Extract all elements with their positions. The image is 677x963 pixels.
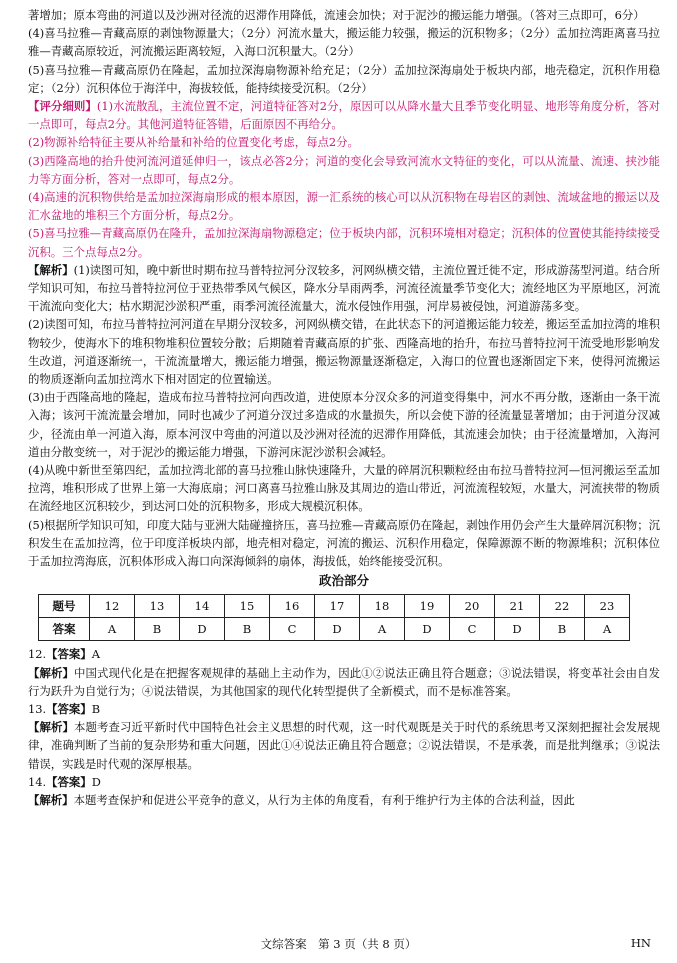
answer-cell: D (405, 618, 450, 641)
geo-answer-5: (5)喜马拉雅—青藏高原仍在隆起，孟加拉深海扇物源补给充足；（2分）孟加拉深海扇处于板块内部，地壳稳定，沉积作用稳定；（2分）沉积体位于海洋中，海拔较低，能持续接受沉积。（2分） (28, 62, 660, 95)
question-number: 13 (135, 595, 180, 618)
politics-answer-table (38, 594, 630, 641)
question-number: 19 (405, 595, 450, 618)
q12-block (28, 645, 660, 700)
answer-cell: B (540, 618, 585, 641)
analysis-label: 【解析】 (28, 792, 74, 807)
question-number: 21 (495, 595, 540, 618)
analysis-label: 【解析】 (28, 665, 74, 680)
analysis-label: 【解析】 (28, 262, 74, 277)
analysis-text: 本题考查习近平新时代中国特色社会主义思想的时代观，这一时代观既是关于时代的系统思考又深刻把握社会发展规律，准确判断了当前的复杂形势和重大问题，因此①④说法正确且符合题意；②说法错误，不是承袭，而是批判继承；③说法错误，实践是时代观的深厚根基。 (28, 720, 660, 771)
answer-cell: B (135, 618, 180, 641)
rubric-item-5: (5)喜马拉雅—青藏高原仍在隆升，孟加拉深海扇物源稳定；位于板块内部，沉积环境相对稳定；沉积体的位置使其能持续接受沉积。三个点每点2分。 (28, 226, 660, 259)
answer-cell: C (270, 618, 315, 641)
analysis-item-1: (1)读图可知，晚中新世时期布拉马普特拉河分汊较多，河网纵横交错，主流位置迁徙不定，形成游荡型河道。结合所学知识可知，布拉马普特拉河位于亚热带季风气候区，降水分旱雨两季，河流径流量季节变化大；流经地区为平原地区，河流干流流向变化大；枯水期泥沙淤积严重，雨季河流径流量大，流水侵蚀作用强，河岸易被侵蚀，河道游荡多变。 (28, 262, 660, 314)
table-row-question-numbers (39, 595, 630, 618)
rubric-item-1: (1)水流散乱，主流位置不定，河道特征答对2分，原因可以从降水量大且季节变化明显、地形等角度分析，答对一点即可，每点2分。其他河道特征答错，后面原因不再给分。 (28, 99, 660, 132)
answer-cell: A (360, 618, 405, 641)
row-label-answer: 答案 (39, 618, 90, 641)
answer-value: D (91, 774, 101, 789)
rubric-label: 【评分细则】 (28, 99, 97, 114)
row-label-question: 题号 (39, 595, 90, 618)
answer-cell: B (225, 618, 270, 641)
question-number: 22 (540, 595, 585, 618)
q14-block (28, 773, 660, 809)
politics-section-title: 政治部分 (318, 573, 369, 589)
geo-answer-3-tail: 著增加；原本弯曲的河道以及沙洲对径流的迟滞作用降低，流速会加快；对于泥沙的搬运能力增强。（答对三点即可，6分） (28, 8, 645, 22)
answer-cell: A (585, 618, 630, 641)
answer-cell: A (90, 618, 135, 641)
question-number-label: 13. (28, 701, 47, 716)
page-content (28, 6, 660, 809)
footer-page-info: 文综答案 第 3 页（共 8 页） (260, 937, 417, 951)
answer-cell: D (495, 618, 540, 641)
question-number: 15 (225, 595, 270, 618)
question-number: 18 (360, 595, 405, 618)
analysis-item-3: (3)由于西隆高地的隆起，造成布拉马普特拉河向西改道，进使原本分汊众多的河道变得集中，河水不再分散，逐渐由一条干流入海；该河干流流量会增加，同时也减少了河道分汊过多造成的水量损失，所以会使下游的径流量显著增加；由于河道分汊减少，径流由单一河道入海，原本河汊中弯曲的河道以及沙洲对径流的迟滞作用降低，其流速会加快；由于径流量增加，入海河道由分散变统一，对于泥沙的搬运能力增强，下游河床泥沙淤积会减轻。 (28, 390, 660, 459)
footer-region-code: HN (630, 936, 651, 950)
answer-label: 【答案】 (46, 701, 92, 716)
analysis-item-2: (2)读图可知，布拉马普特拉河河道在早期分汊较多，河网纵横交错，在此状态下的河道搬运能力较差，搬运至孟加拉湾的堆积物较少，使海水下的堆积物堆积位置较分散；后期随着青藏高原的扩张、西隆高地的抬升，布拉马普特拉河干流受地形影响发生改道，河道逐渐统一，干流流量增大，搬运能力增强，搬运物源量逐渐稳定，入海口的位置也逐渐固定下来，使得河流搬运的物质逐渐向孟加拉湾水下相对固定的位置输送。 (28, 317, 660, 387)
analysis-text: 中国式现代化是在把握客观规律的基础上主动作为，因此①②说法正确且符合题意；③说法错误，将变革社会由自发行为跃升为自觉行为；④说法错误，为其他国家的现代化转型提供了全新模式，而不是标准答案。 (28, 665, 660, 698)
answer-cell: C (450, 618, 495, 641)
question-number: 14 (180, 595, 225, 618)
answer-cell: D (180, 618, 225, 641)
question-number: 16 (270, 595, 315, 618)
geo-answer-4: (4)喜马拉雅—青藏高原的剥蚀物源量大；（2分）河流水量大，搬运能力较强，搬运的沉积物多；（2分）孟加拉湾距离喜马拉雅—青藏高原较近，河流搬运距离较短，入海口沉积量大。（2分） (28, 26, 660, 59)
rubric-item-3: (3)西隆高地的抬升使河流河道延伸归一，该点必答2分；河道的变化会导致河流水文特征的变化，可以从流量、流速、挟沙能力等方面分析，答对一点即可，每点2分。 (28, 153, 660, 186)
question-number: 12 (90, 595, 135, 618)
analysis-label: 【解析】 (28, 720, 74, 735)
analysis-text: 本题考查保护和促进公平竞争的意义，从行为主体的角度看，有利于维护行为主体的合法利益，因此 (73, 792, 575, 807)
table-row-answers (39, 618, 630, 641)
question-number-label: 12. (28, 647, 47, 662)
question-number: 20 (450, 595, 495, 618)
scoring-rubric (28, 97, 660, 261)
q13-block (28, 700, 660, 773)
analysis-item-4: (4)从晚中新世至第四纪，孟加拉湾北部的喜马拉雅山脉快速隆升，大量的碎屑沉积颗粒经由布拉马普特拉河—恒河搬运至孟加拉湾，堆积形成了世界上第一大海底扇；河口离喜马拉雅山脉及其周边的造山带近，河流流程较短，水量大，河流挟带的物质在流经地区沉积较少，到达河口处的沉积物多，形成大规模沉积体。 (28, 463, 660, 514)
answer-value: A (91, 647, 100, 662)
answer-label: 【答案】 (46, 774, 92, 789)
analysis-item-5: (5)根据所学知识可知，印度大陆与亚洲大陆碰撞挤压，喜马拉雅—青藏高原仍在隆起，剥蚀作用仍会产生大量碎屑沉积物；沉积发生在孟加拉湾，位于印度洋板块内部，地壳相对稳定，河流的搬运、沉积作用稳定，保障源源不断的物源堆积；沉积体位于孟加拉湾海底，沉积体形成入海口向深海倾斜的扇体，海拔低，始终能接受沉积。 (28, 517, 660, 569)
answer-label: 【答案】 (46, 647, 92, 662)
question-number: 17 (315, 595, 360, 618)
rubric-item-4: (4)高速的沉积物供给是孟加拉深海扇形成的根本原因，源一汇系统的核心可以从沉积物在母岩区的剥蚀、流域盆地的搬运以及汇水盆地的堆积三个方面分析，每点2分。 (28, 190, 660, 223)
answer-cell: D (315, 618, 360, 641)
question-number: 23 (585, 595, 630, 618)
answer-value: B (91, 701, 101, 716)
question-number-label: 14. (28, 774, 47, 789)
geo-analysis (28, 261, 660, 570)
rubric-item-2: (2)物源补给特征主要从补给量和补给的位置变化考虑，每点2分。 (28, 135, 359, 150)
